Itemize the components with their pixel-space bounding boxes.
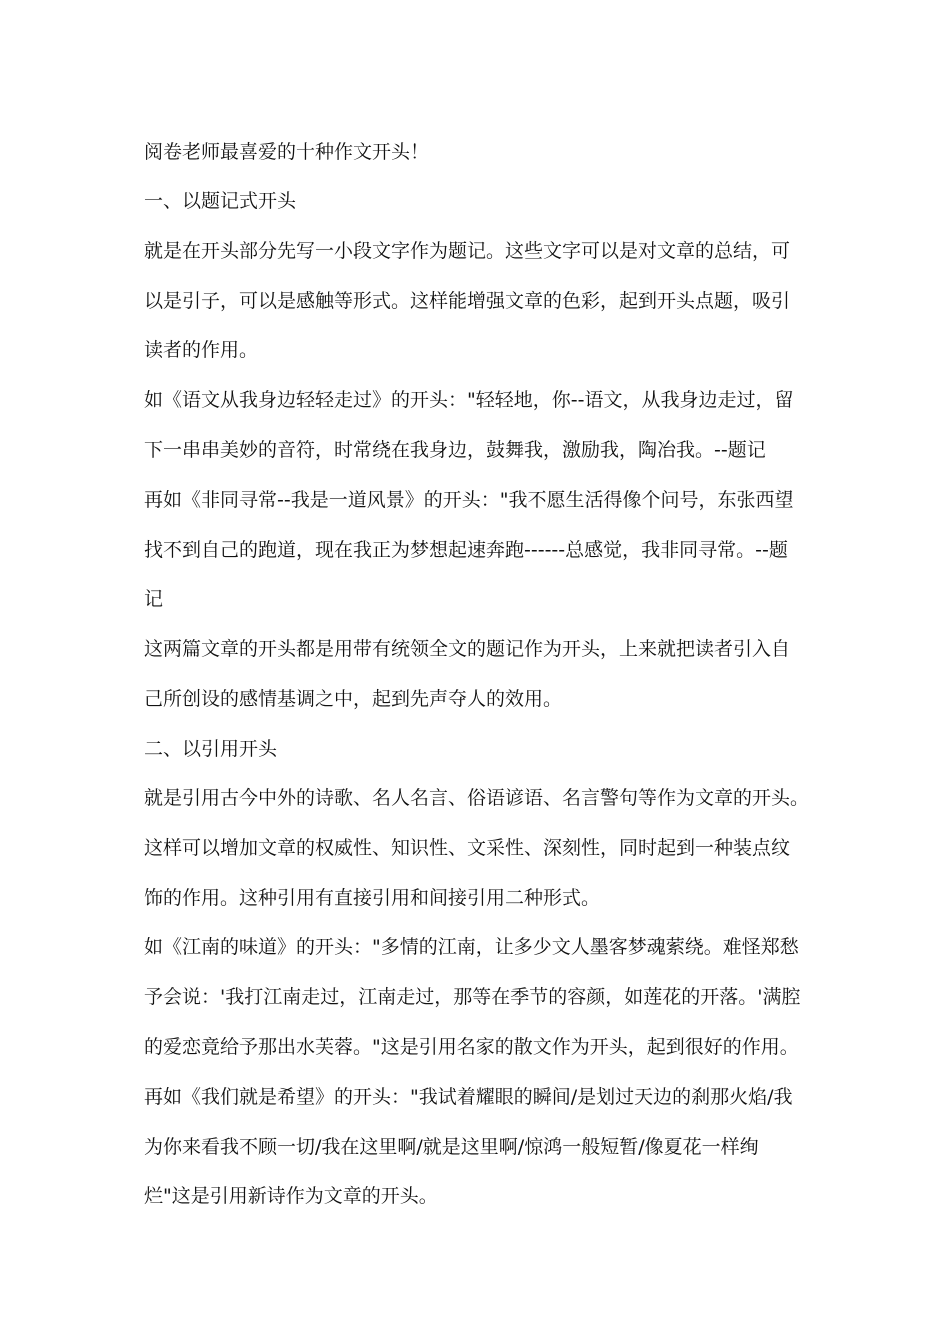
text-line: 这样可以增加文章的权威性、知识性、文采性、深刻性，同时起到一种装点纹: [144, 837, 791, 859]
text-line: 下一串串美妙的音符，时常绕在我身边，鼓舞我，激励我，陶冶我。--题记: [144, 439, 766, 461]
text-line: 以是引子，可以是感触等形式。这样能增强文章的色彩，起到开头点题，吸引: [144, 290, 791, 312]
text-line: 烂"这是引用新诗作为文章的开头。: [144, 1185, 438, 1207]
text-line: 己所创设的感情基调之中，起到先声夺人的效用。: [144, 688, 563, 710]
section-heading-1: 一、以题记式开头: [144, 190, 297, 212]
text-line: 这两篇文章的开头都是用带有统领全文的题记作为开头，上来就把读者引入自: [144, 638, 791, 660]
text-line: 就是在开头部分先写一小段文字作为题记。这些文字可以是对文章的总结，可: [144, 240, 791, 262]
text-line: 予会说：'我打江南走过，江南走过，那等在季节的容颜，如莲花的开落。'满腔: [144, 986, 801, 1008]
text-line: 如《语文从我身边轻轻走过》的开头："轻轻地，你--语文，从我身边走过，留: [144, 389, 794, 411]
text-line: 读者的作用。: [144, 339, 259, 361]
section-heading-2: 二、以引用开头: [144, 738, 278, 760]
text-line: 饰的作用。这种引用有直接引用和间接引用二种形式。: [144, 887, 601, 909]
document-title: 阅卷老师最喜爱的十种作文开头！: [144, 141, 430, 163]
text-line: 如《江南的味道》的开头："多情的江南，让多少文人墨客梦魂萦绕。难怪郑愁: [144, 936, 799, 958]
text-line: 记: [144, 588, 164, 610]
text-line: 为你来看我不顾一切/我在这里啊/就是这里啊/惊鸿一般短暂/像夏花一样绚: [144, 1136, 759, 1158]
text-line: 的爱恋竟给予那出水芙蓉。"这是引用名家的散文作为开头，起到很好的作用。: [144, 1036, 799, 1058]
text-line: 找不到自己的跑道，现在我正为梦想起速奔跑------总感觉，我非同寻常。--题: [144, 539, 788, 561]
text-line: 就是引用古今中外的诗歌、名人名言、俗语谚语、名言警句等作为文章的开头。: [144, 787, 810, 809]
text-line: 再如《非同寻常--我是一道风景》的开头："我不愿生活得像个问号，东张西望: [144, 489, 794, 511]
text-line: 再如《我们就是希望》的开头："我试着耀眼的瞬间/是划过天边的刹那火焰/我: [144, 1086, 793, 1108]
